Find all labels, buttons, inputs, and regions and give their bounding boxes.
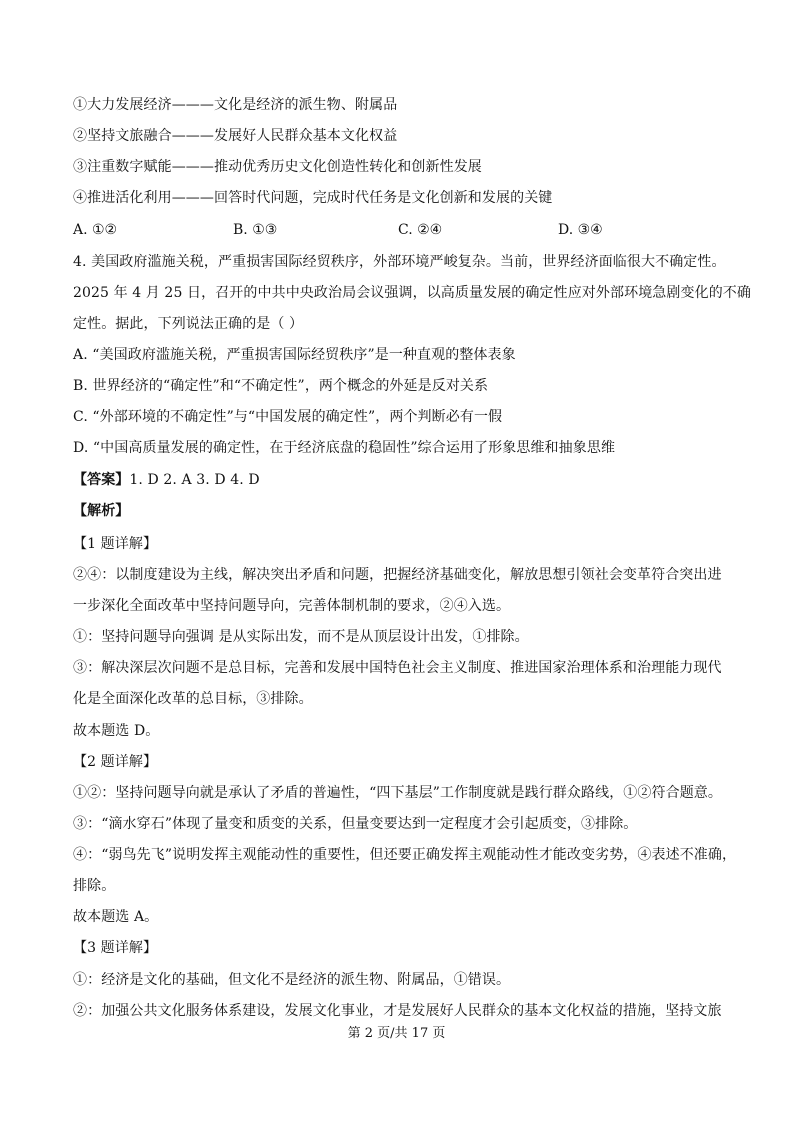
- detail-1-title: 【1 题详解】: [73, 536, 158, 552]
- answer-line: [73, 471, 260, 489]
- detail-3-line-1: ①：经济是文化的基础，但文化不是经济的派生物、附属品，①错误。: [73, 972, 511, 988]
- detail-2-line-3: ④：“弱鸟先飞”说明发挥主观能动性的重要性，但还要正确发挥主观能动性才能改变劣势，④表述不准确，: [73, 847, 737, 863]
- q4-stem-line-2: 2025 年 4 月 25 日，召开的中共中央政治局会议强调，以高质量发展的确定性应对外部环境急剧变化的不确: [73, 285, 751, 301]
- analysis-label: 【解析】: [73, 503, 130, 519]
- detail-1-line-4: ③：解决深层次问题不是总目标，完善和发展中国特色社会主义制度、推进国家治理体系和治理能力现代: [73, 660, 722, 676]
- q4-stem-line-1: 4. 美国政府滥施关税，严重损害国际经贸秩序，外部环境严峻复杂。当前，世界经济面临很大不确定性。: [73, 254, 726, 270]
- detail-3-line-2: ②：加强公共文化服务体系建设，发展文化事业，才是发展好人民群众的基本文化权益的措施，坚持文旅: [73, 1003, 722, 1019]
- detail-2-line-2: ③：“滴水穿石”体现了量变和质变的关系，但量变要达到一定程度才会引起质变，③排除。: [73, 816, 638, 832]
- detail-1-line-5: 化是全面深化改革的总目标，③排除。: [73, 691, 313, 707]
- statement-4: ④推进活化利用———回答时代问题，完成时代任务是文化创新和发展的关键: [73, 190, 553, 206]
- q4-option-c: C. “外部环境的不确定性”与“中国发展的确定性”，两个判断必有一假: [73, 409, 503, 425]
- detail-2-conclusion: 故本题选 A。: [73, 909, 159, 925]
- statement-2: ②坚持文旅融合———发展好人民群众基本文化权益: [73, 128, 398, 144]
- q4-option-b: B. 世界经济的“确定性”和“不确定性”，两个概念的外延是反对关系: [73, 378, 489, 394]
- detail-1-line-3: ①：坚持问题导向强调 是从实际出发，而不是从顶层设计出发，①排除。: [73, 629, 529, 645]
- detail-3-title: 【3 题详解】: [73, 940, 158, 956]
- q3-option-a: A. ①②: [73, 222, 118, 238]
- q3-option-c: C. ②④: [398, 222, 443, 238]
- statement-1: ①大力发展经济———文化是经济的派生物、附属品: [73, 97, 398, 113]
- q4-option-d: D. “中国高质量发展的确定性，在于经济底盘的稳固性”综合运用了形象思维和抽象思维: [73, 440, 616, 456]
- page-number-footer: 第 2 页/共 17 页: [347, 1026, 446, 1041]
- detail-1-conclusion: 故本题选 D。: [73, 723, 160, 739]
- detail-1-line-2: 一步深化全面改革中坚持问题导向，完善体制机制的要求，②④入选。: [73, 598, 511, 614]
- statement-3: ③注重数字赋能———推动优秀历史文化创造性转化和创新性发展: [73, 159, 482, 175]
- detail-2-line-1: ①②：坚持问题导向就是承认了矛盾的普遍性，“四下基层”工作制度就是践行群众路线，①②符合题意。: [73, 785, 723, 801]
- answer-label: 【答案】: [73, 472, 130, 488]
- q3-option-b: B. ①③: [233, 222, 278, 238]
- detail-2-line-4: 排除。: [73, 878, 116, 894]
- q4-stem-line-3: 定性。据此，下列说法正确的是（ ）: [73, 316, 304, 332]
- answer-text: 1. D 2. A 3. D 4. D: [129, 472, 260, 488]
- q3-option-d: D. ③④: [558, 222, 603, 238]
- detail-1-line-1: ②④：以制度建设为主线，解决突出矛盾和问题，把握经济基础变化，解放思想引领社会变革符合突出进: [73, 567, 722, 583]
- detail-2-title: 【2 题详解】: [73, 754, 158, 770]
- q4-option-a: A. “美国政府滥施关税，严重损害国际经贸秩序”是一种直观的整体表象: [73, 347, 516, 363]
